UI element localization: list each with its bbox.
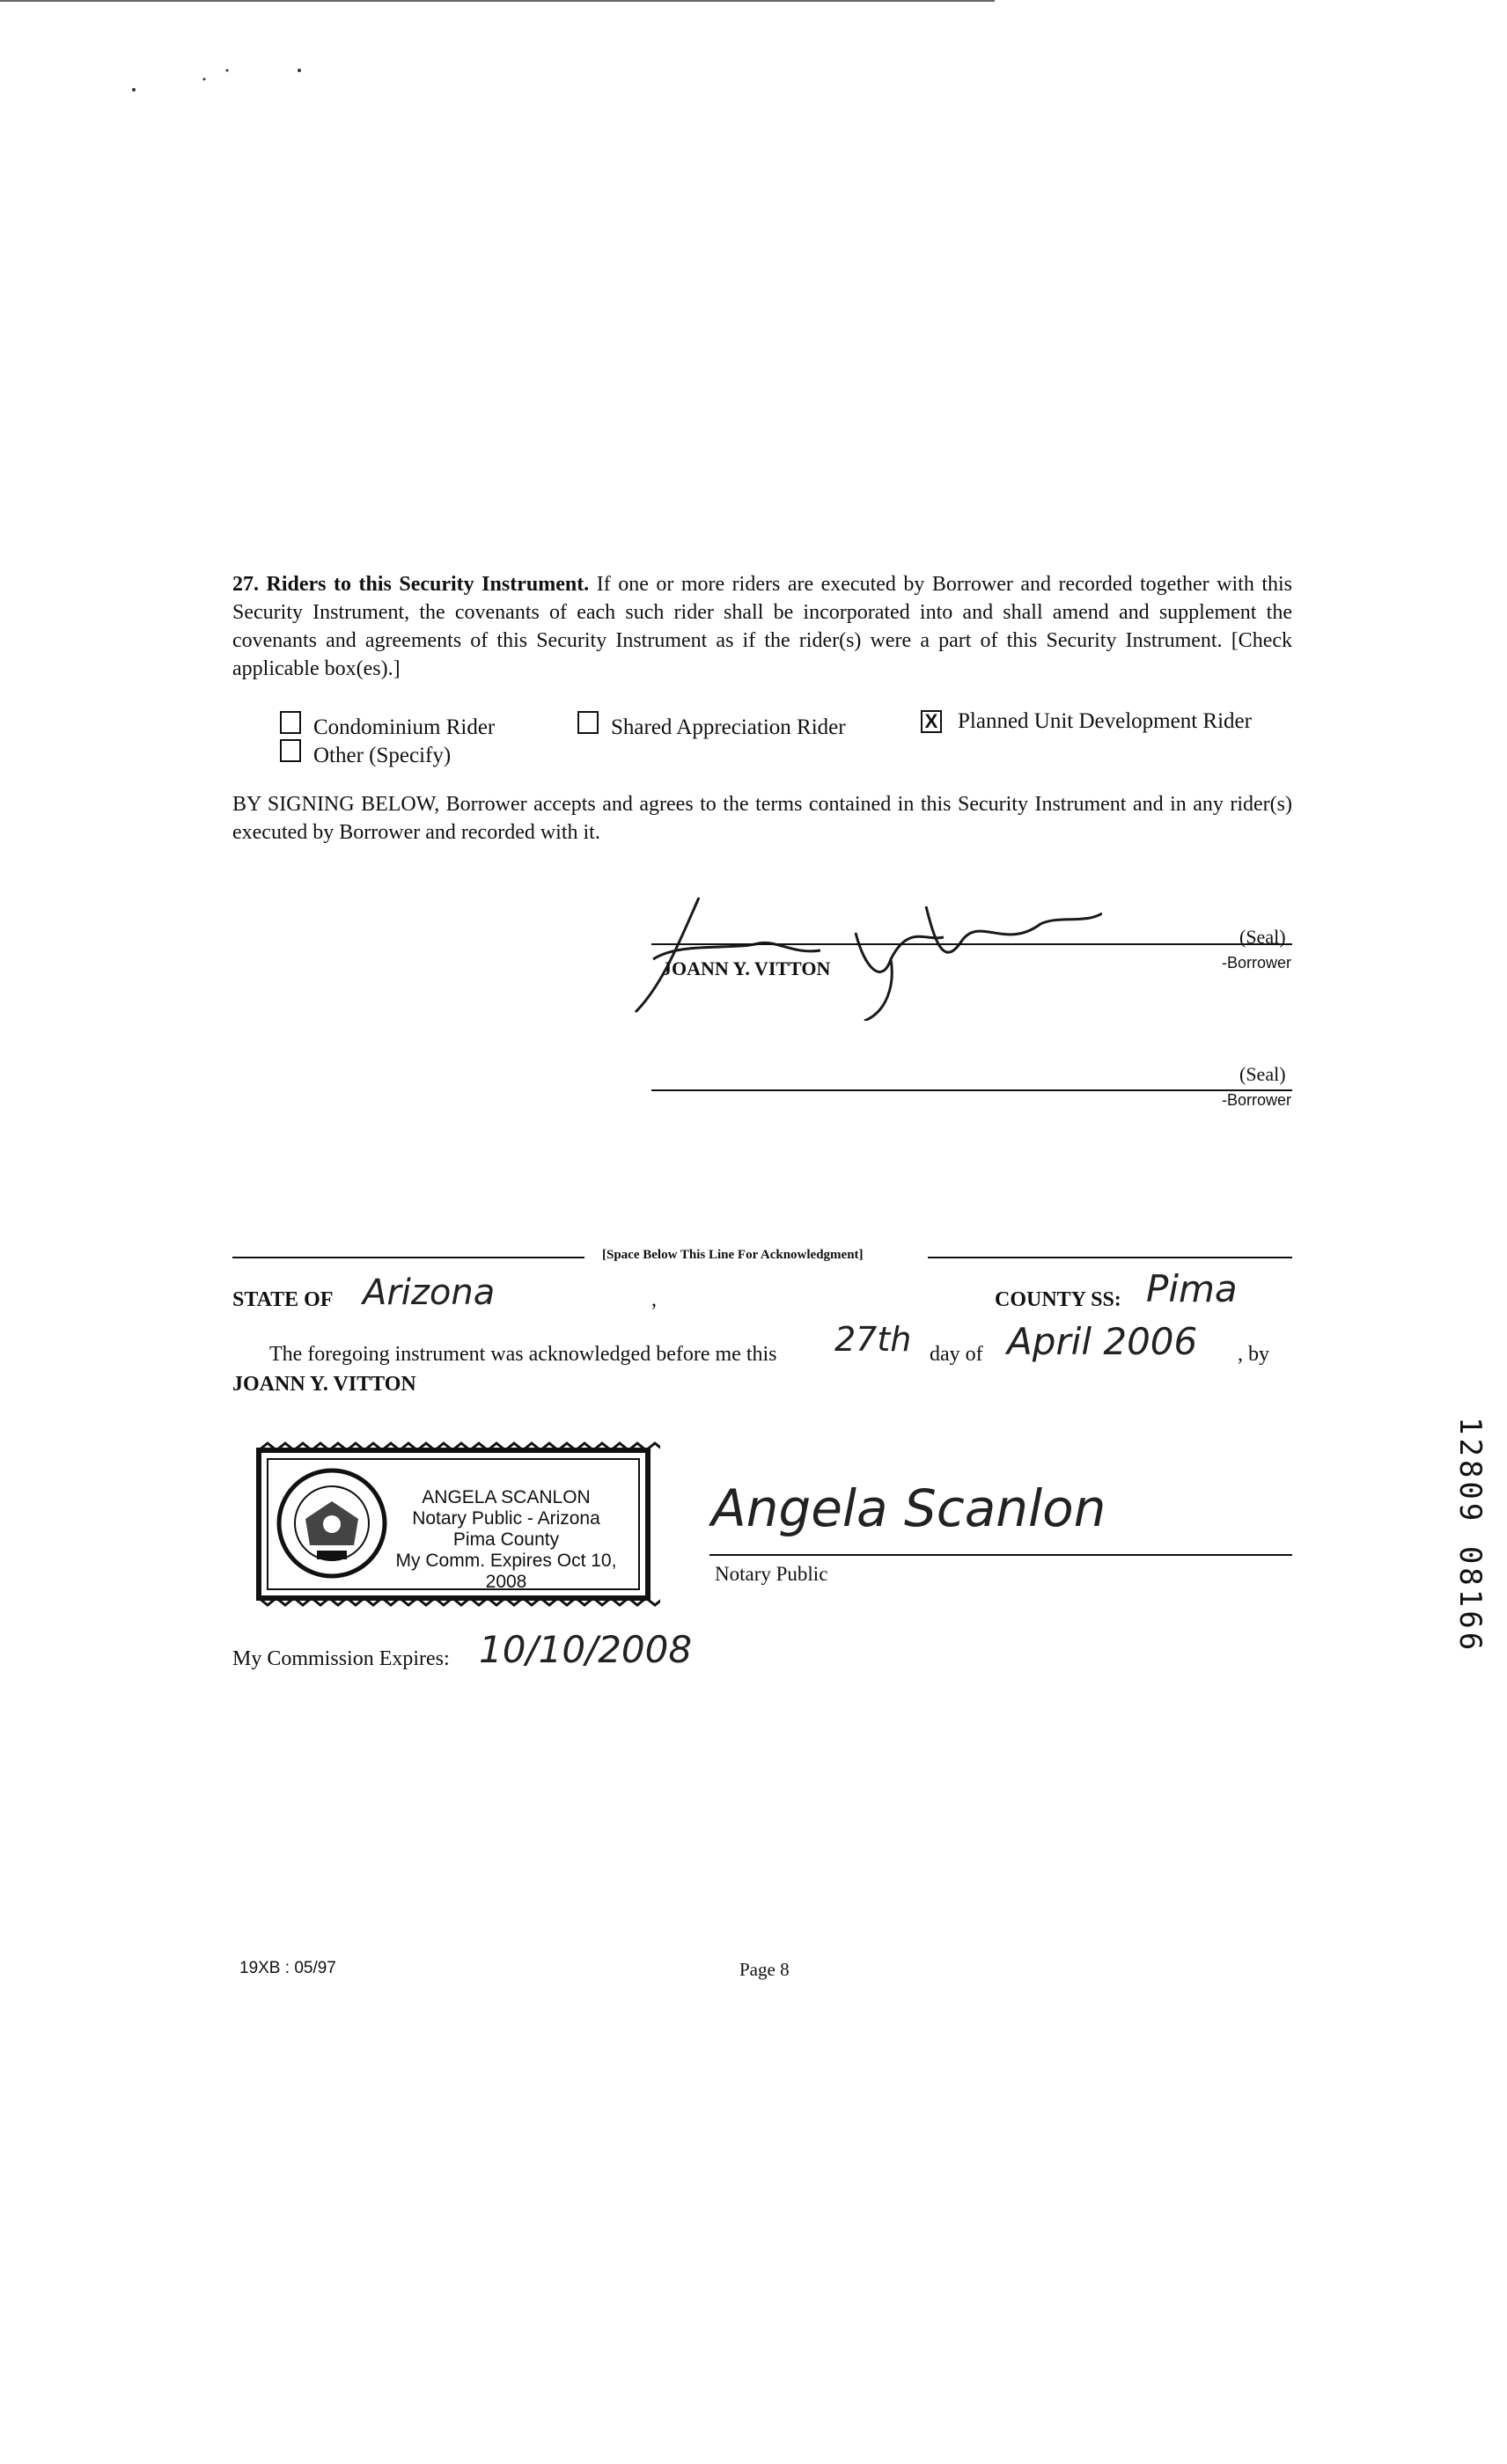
commission-value: 10/10/2008 xyxy=(479,1628,693,1671)
commission-label: My Commission Expires: xyxy=(232,1647,450,1670)
ack-divider-left xyxy=(232,1257,584,1258)
rider-condominium[interactable] xyxy=(280,711,495,740)
notary-signature-line xyxy=(709,1554,1292,1556)
signature-scribble-icon xyxy=(627,889,1102,1021)
signing-paragraph: BY SIGNING BELOW, Borrower accepts and agrees to the terms contained in this Security Instrument and in any rider(s) executed by Borrower and recorded with it. xyxy=(232,793,1292,844)
stamp-expires: My Comm. Expires Oct 10, 2008 xyxy=(395,1551,617,1592)
notary-label: Notary Public xyxy=(715,1563,828,1585)
ack-month-year-value: April 2006 xyxy=(1007,1320,1198,1363)
page-number: Page 8 xyxy=(739,1959,790,1980)
condominium-checkbox[interactable] xyxy=(280,711,301,734)
ack-divider-text: [Space Below This Line For Acknowledgment] xyxy=(602,1248,864,1262)
notary-stamp xyxy=(246,1438,660,1610)
borrower2-seal: (Seal) xyxy=(1239,1063,1286,1085)
state-value: Arizona xyxy=(363,1272,496,1313)
riders-body: If one or more riders are executed by Borrower and recorded together with this Security Instrument, the covenants of each such rider shall be incorporated into and shall amend and supplement the covenants and agreements of this Security Instrument as if the rider(s) were a part of this Security Instrument. [Check applicable box(es).] xyxy=(232,573,1292,680)
scan-specks xyxy=(0,0,1507,106)
borrower1-role: -Borrower xyxy=(1222,954,1292,972)
borrower1-seal: (Seal) xyxy=(1239,926,1286,948)
stamp-notary-name: ANGELA SCANLON xyxy=(422,1487,591,1507)
pud-label: Planned Unit Development Rider xyxy=(958,709,1252,733)
other-label: Other (Specify) xyxy=(313,744,452,767)
borrower2-role: -Borrower xyxy=(1222,1091,1292,1109)
riders-heading: 27. Riders to this Security Instrument. xyxy=(232,573,590,596)
county-label: COUNTY SS: xyxy=(995,1288,1121,1311)
rider-pud[interactable] xyxy=(921,709,1252,734)
ack-day-value: 27th xyxy=(834,1320,912,1359)
stamp-text xyxy=(379,1487,634,1593)
state-label: STATE OF xyxy=(232,1288,334,1311)
condominium-label: Condominium Rider xyxy=(313,715,496,739)
form-code: 19XB : 05/97 xyxy=(239,1959,336,1977)
stamp-county: Pima County xyxy=(452,1529,560,1550)
rider-other[interactable] xyxy=(280,739,451,768)
ack-sentence: The foregoing instrument was acknowledged before me this xyxy=(269,1343,777,1366)
borrower1-name: JOANN Y. VITTON xyxy=(662,957,831,979)
ack-signer: JOANN Y. VITTON xyxy=(232,1373,416,1396)
other-checkbox[interactable] xyxy=(280,739,301,762)
shared-appreciation-label: Shared Appreciation Rider xyxy=(611,715,846,739)
state-comma: , xyxy=(651,1288,657,1311)
shared-appreciation-checkbox[interactable] xyxy=(577,711,599,734)
recording-number: 12809 08166 xyxy=(1452,1417,1488,1654)
ack-divider-right xyxy=(928,1257,1292,1258)
rider-shared[interactable] xyxy=(577,711,846,740)
stamp-notary-title: Notary Public - Arizona xyxy=(412,1508,600,1529)
state-seal-icon xyxy=(275,1466,389,1580)
pud-checkbox[interactable]: X xyxy=(921,710,942,733)
borrower1-signature-line xyxy=(651,943,1292,945)
county-value: Pima xyxy=(1146,1267,1238,1310)
ack-by: , by xyxy=(1238,1343,1269,1366)
ack-day-of: day of xyxy=(930,1343,983,1366)
riders-paragraph xyxy=(232,570,1292,683)
notary-signature: Angela Scanlon xyxy=(711,1478,1106,1538)
borrower2-signature-line xyxy=(651,1089,1292,1091)
borrower-signature xyxy=(627,889,1102,1021)
